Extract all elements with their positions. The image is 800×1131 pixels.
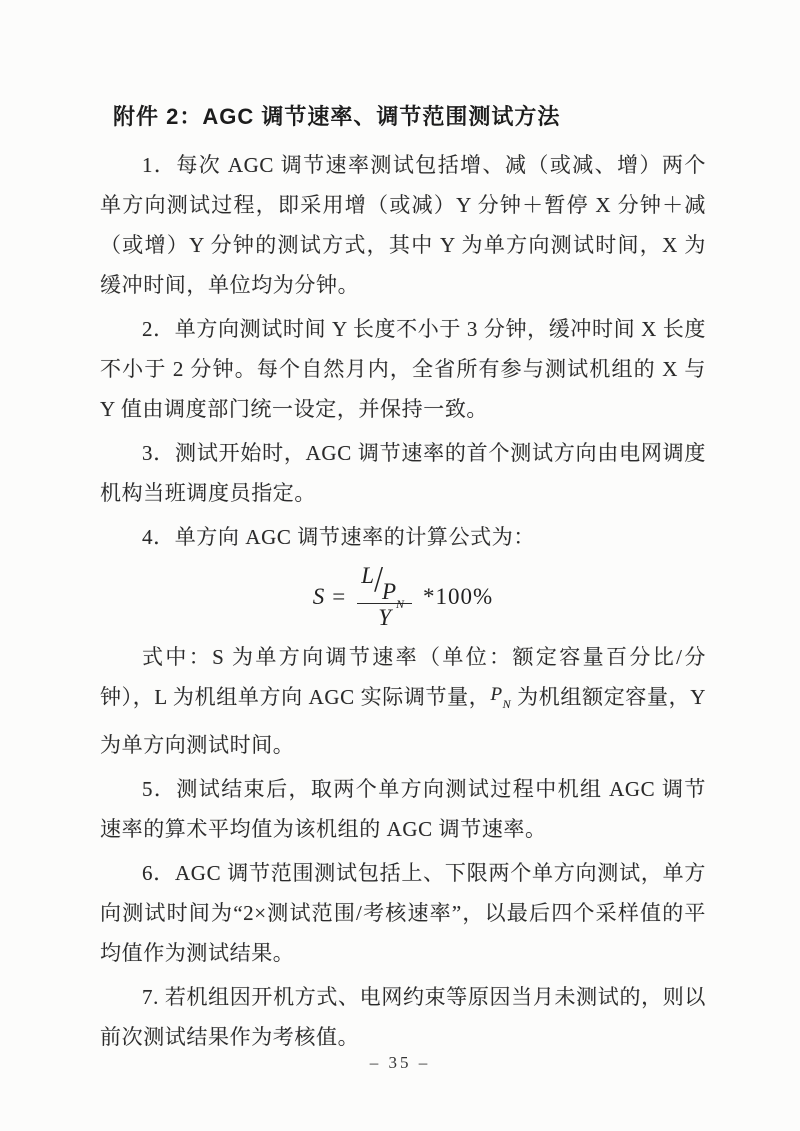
paragraph-2: 2．单方向测试时间 Y 长度不小于 3 分钟，缓冲时间 X 长度不小于 2 分钟。每个自然月内，全省所有参与测试机组的 X 与 Y 值由调度部门统一设定，并保持一致。 [100, 317, 706, 421]
formula-numerator [357, 558, 412, 611]
explanation-var-P: P [490, 684, 503, 705]
page-number: – 35 – [369, 1053, 431, 1072]
formula-denominator: Y [378, 604, 392, 630]
paragraph-formula-explanation [100, 637, 706, 765]
explanation-text-before: 式中：S 为单方向调节速率（单位：额定容量百分比/分钟），L 为机组单方向 AGC 实际调节量， [100, 645, 706, 709]
document-content [100, 101, 706, 1061]
formula-fraction [357, 558, 412, 631]
paragraph-3: 3．测试开始时，AGC 调节速率的首个测试方向由电网调度机构当班调度员指定。 [100, 441, 706, 505]
paragraph-6: 6．AGC 调节范围测试包括上、下限两个单方向测试，单方向测试时间为“2×测试范围/考核速率”，以最后四个采样值的平均值作为测试结果。 [100, 860, 706, 965]
explanation-sub-N: N [502, 696, 512, 711]
page-title: 附件 2：AGC 调节速率、调节范围测试方法 [113, 104, 561, 129]
paragraph-1: 1．每次 AGC 调节速率测试包括增、减（或减、增）两个单方向测试过程，即采用增（或减）Y 分钟＋暂停 X 分钟＋减（或增）Y 分钟的测试方式，其中 Y 为单方向测试时间，X 为缓冲时间，单位均为分钟。 [100, 153, 706, 297]
agc-rate-formula [100, 558, 706, 633]
formula-multiplier: *100% [423, 584, 494, 609]
formula-sub-N: N [396, 596, 405, 611]
paragraph-7: 7. 若机组因开机方式、电网约束等原因当月未测试的，则以前次测试结果作为考核值。 [100, 984, 706, 1049]
formula-lhs: S [312, 584, 325, 609]
formula-equals: = [332, 584, 346, 609]
formula-var-P: P [381, 579, 397, 605]
formula-slash: / [374, 558, 383, 600]
paragraph-4: 4．单方向 AGC 调节速率的计算公式为： [142, 525, 535, 549]
explanation-text-after: 为机组额定容量，Y 为单方向测试时间。 [100, 685, 706, 757]
paragraph-5: 5．测试结束后，取两个单方向测试过程中机组 AGC 调节速率的算术平均值为该机组的 AGC 调节速率。 [100, 776, 706, 841]
formula-var-PN [381, 579, 405, 611]
explanation-var-PN [490, 684, 512, 711]
formula-var-L: L [361, 563, 375, 589]
